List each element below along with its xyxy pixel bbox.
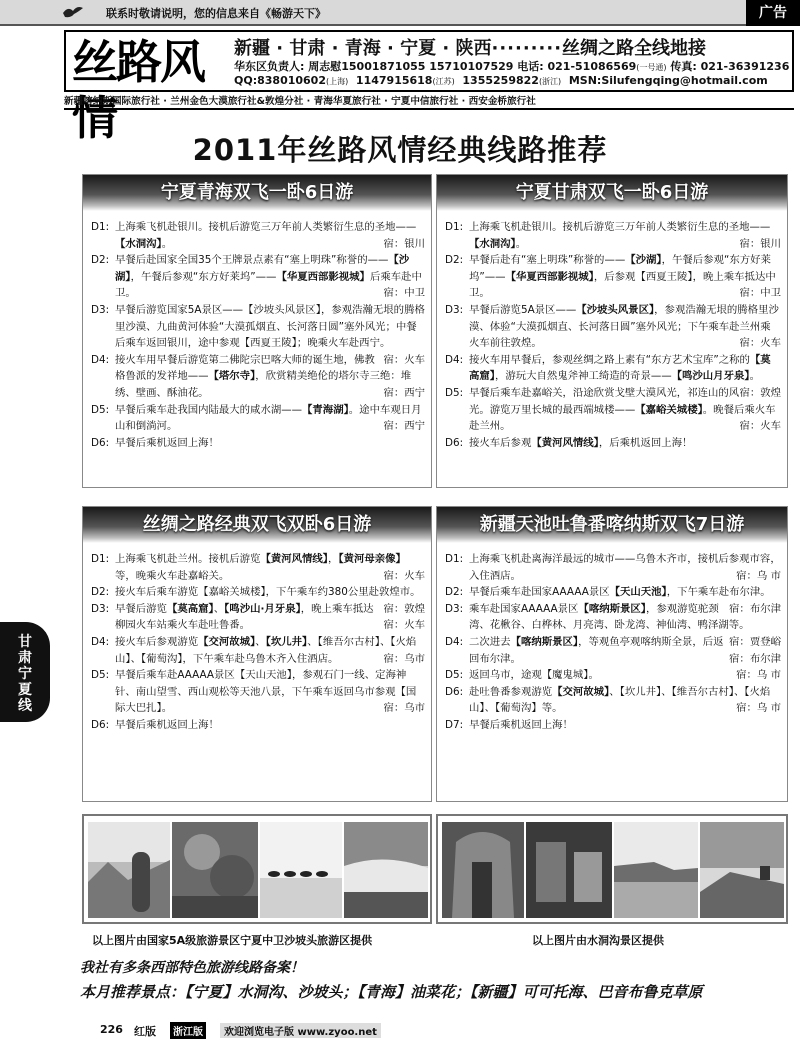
lodging: 宿：中卫 xyxy=(739,287,781,300)
photo-ancient-ruins xyxy=(526,822,612,918)
lodging: 宿：银川 xyxy=(383,237,425,250)
day-label: D6: xyxy=(91,718,110,731)
photo-camel-caravan xyxy=(260,822,342,918)
day-highlight: 【坎儿井】 xyxy=(265,635,308,648)
day-text: 接火车用早餐后游览第二佛陀宗巴喀大师的诞生地，佛教格鲁派的发祥地—— xyxy=(115,353,375,383)
day-text: ，游玩大自然鬼斧神工绮造的奇景—— xyxy=(494,370,672,383)
brand-logo: 丝路风情 xyxy=(72,35,204,145)
lodging: 宿：布尔津 xyxy=(729,652,781,665)
section-side-tab xyxy=(0,622,50,722)
day-highlight: 【沙湖】 xyxy=(625,254,662,267)
route-day xyxy=(91,219,425,252)
day-highlight: 【鸣沙山月牙泉】 xyxy=(671,370,750,383)
day-label: D4: xyxy=(91,635,110,648)
day-highlight: 【华夏西部影视城】 xyxy=(276,270,370,283)
lodging: 宿：乌 市 xyxy=(736,569,781,582)
qq-1: QQ:838010602 xyxy=(234,74,326,87)
route-panel-4 xyxy=(436,506,788,802)
day-text: 接火车后参观游览 xyxy=(115,635,199,648)
day-text: ，午餐后参观“东方好莱坞”—— xyxy=(469,254,771,283)
photo-strip-right xyxy=(436,814,788,924)
route-day xyxy=(91,634,425,667)
photo-strip-left xyxy=(82,814,432,924)
lodging: 宿：敦煌 xyxy=(739,386,781,399)
day-highlight: 【交河故城】 xyxy=(198,635,256,648)
lodging: 宿：贾登峪 xyxy=(729,635,781,648)
day-label: D2: xyxy=(91,586,110,599)
day-text: 赴吐鲁番参观游览 xyxy=(469,685,553,698)
qq-2-note: (江苏) xyxy=(432,77,455,86)
day-text: 、【维吾尔古村】、【火焰山】、【葡萄沟】，下午乘车赴乌鲁木齐入住酒店。 xyxy=(115,635,417,665)
route-day xyxy=(445,634,781,667)
caption-left: 以上图片由国家5A级旅游景区宁夏中卫沙坡头旅游区提供 xyxy=(92,934,373,947)
day-text: 等，晚乘火车赴嘉峪关。 xyxy=(115,569,230,582)
route-day xyxy=(445,667,781,684)
day-label: D1: xyxy=(445,553,464,565)
route-day xyxy=(91,252,425,302)
day-text: 。晚餐后乘火车赴兰州。 xyxy=(469,403,776,433)
day-text: 。 xyxy=(515,237,527,250)
lodging: 宿：敦煌 xyxy=(383,602,425,615)
route-days xyxy=(91,219,425,451)
photo-mesa-landscape xyxy=(614,822,698,918)
day-label: D1: xyxy=(91,221,110,233)
day-label: D6: xyxy=(445,685,464,698)
tel-note: (一号通) xyxy=(636,63,667,72)
qq-3: 1355259822 xyxy=(462,74,539,87)
qq-1-note: (上海) xyxy=(326,77,349,86)
lodging: 宿：西宁 xyxy=(383,386,425,399)
header-im xyxy=(234,74,768,87)
day-text: 早餐后乘机返回上海！ xyxy=(115,718,219,731)
day-text: 返回乌市，途观【魔鬼城】。 xyxy=(469,669,599,682)
promo-headline: 我社有多条西部特色旅游线路备案！ xyxy=(80,960,304,976)
day-label: D5: xyxy=(445,669,464,682)
side-tab-char: 夏 xyxy=(18,682,32,698)
lodging: 宿：乌 市 xyxy=(736,669,781,682)
route-day xyxy=(91,551,425,584)
website-link[interactable]: 欢迎浏览电子版 www.zyoo.net xyxy=(220,1023,381,1038)
region-label: 浙江版 xyxy=(170,1022,206,1039)
day-label: D1: xyxy=(445,221,464,233)
day-highlight: 【华夏西部影视城】 xyxy=(505,270,594,283)
day-label: D5: xyxy=(91,403,110,416)
page-number: 226 xyxy=(100,1023,123,1036)
day-highlight: 【青海湖】 xyxy=(302,403,349,416)
day-text: ，参观浩瀚无垠的腾格里沙漠、体验“大漠孤烟直、长河落日圆”塞外风光；下午乘车赴兰州乘火车前往敦煌。 xyxy=(469,303,779,350)
day-highlight: 【黄河母亲像】 xyxy=(338,553,406,565)
top-strip xyxy=(0,0,800,26)
lodging: 宿：火车 xyxy=(739,420,781,433)
day-text: 早餐后乘车赴国家AAAAA景区 xyxy=(469,586,610,599)
route-day xyxy=(445,219,781,252)
day-label: D3: xyxy=(91,303,110,316)
route-panel-1 xyxy=(82,174,432,488)
route-day xyxy=(445,551,781,584)
day-text: 早餐后游览 xyxy=(115,602,167,615)
day-label: D2: xyxy=(91,254,110,267)
day-label: D5: xyxy=(445,386,464,399)
day-highlight: 【莫高窟】 xyxy=(469,353,771,383)
day-text: 早餐后赴有“塞上明珠”称誉的—— xyxy=(469,254,626,267)
day-label: D3: xyxy=(445,602,464,615)
route-day xyxy=(91,667,425,717)
side-tab-char: 线 xyxy=(18,698,32,714)
day-text: 上海乘飞机赴离海洋最远的城市——乌鲁木齐市，接机后参观市容，入住酒店。 xyxy=(469,553,781,582)
day-text: ， xyxy=(328,553,339,565)
lodging: 宿：中卫 xyxy=(383,287,425,300)
day-text: 早餐后赴国家全国35个王牌景点素有“塞上明珠”称誉的—— xyxy=(115,254,389,267)
side-tab-char: 甘 xyxy=(18,634,32,650)
side-tab-char: 宁 xyxy=(18,666,32,682)
photo-rock-carving xyxy=(172,822,258,918)
route-day xyxy=(445,435,781,452)
day-text: 早餐后乘机返回上海！ xyxy=(115,436,219,449)
route-day xyxy=(91,601,425,634)
lodging: 宿：布尔津 xyxy=(729,602,781,615)
day-highlight: 【喀纳斯景区】 xyxy=(578,602,646,615)
lodging: 宿：乌市 xyxy=(383,702,425,715)
route-day xyxy=(445,252,781,302)
day-text: 、【坎儿井】、【维吾尔古村】、【火焰山】、【葡萄沟】等。 xyxy=(469,685,771,715)
day-label: D2: xyxy=(445,254,464,267)
header-dots: ········· xyxy=(491,38,563,59)
day-text: 早餐后乘车赴AAAAA景区【天山天池】，参观石门一线、定海神针、南山望雪、西山观松等天池八景，下午乘车返回乌市参观【国际大巴扎】。 xyxy=(115,669,417,715)
route-title: 新疆天池吐鲁番喀纳斯双飞7日游 xyxy=(437,507,787,543)
day-label: D4: xyxy=(91,353,110,366)
route-day xyxy=(445,684,781,717)
route-day xyxy=(91,435,425,452)
photo-buddha-statue xyxy=(88,822,170,918)
day-text: 、 xyxy=(213,602,225,615)
edition-label: 红版 xyxy=(134,1025,156,1038)
lodging: 宿：乌市 xyxy=(383,652,425,665)
qq-3-note: (浙江) xyxy=(538,77,562,86)
route-days xyxy=(445,219,781,451)
day-highlight: 【黄河风情线】 xyxy=(531,436,599,449)
day-highlight: 【天山天池】 xyxy=(609,586,667,599)
photo-great-wall xyxy=(700,822,784,918)
day-text: 上海乘飞机赴银川。接机后游览三万年前人类繁衍生息的圣地—— xyxy=(115,221,417,233)
lodging: 宿：西宁 xyxy=(383,420,425,433)
route-panel-2 xyxy=(436,174,788,488)
route-days xyxy=(445,551,781,734)
header-regions: 新疆 · 甘肃 · 青海 · 宁夏 · 陕西 xyxy=(234,38,492,59)
day-text: 乘车赴国家AAAAA景区 xyxy=(469,602,579,615)
day-text: 。 xyxy=(161,237,173,250)
day-highlight: 【喀纳斯景区】 xyxy=(510,635,579,648)
promo-recommendations: 本月推荐景点：【宁夏】水洞沟、沙坡头；【青海】油菜花；【新疆】可可托海、巴音布鲁克草原 xyxy=(80,983,703,1001)
qq-2: 1147915618 xyxy=(355,74,433,87)
route-day xyxy=(91,402,425,435)
day-highlight: 【莫高窟】 xyxy=(166,602,214,615)
day-highlight: 【嘉峪关城楼】 xyxy=(635,403,703,416)
msn-address: MSN:Silufengqing@hotmail.com xyxy=(568,74,768,87)
header-contacts xyxy=(234,58,789,74)
day-label: D6: xyxy=(91,436,110,449)
contact-line: 华东区负责人: 周志慰15001871055 15710107529 电话: 021-51086569 xyxy=(234,60,637,73)
route-title: 宁夏甘肃双飞一卧6日游 xyxy=(437,175,787,211)
day-text: ，等观鱼亭观喀纳斯全景，后返回布尔津。 xyxy=(469,635,724,665)
day-text: 接火车后乘车游览【嘉峪关城楼】，下午乘车约380公里赴敦煌市。 xyxy=(115,586,421,599)
route-day xyxy=(91,717,425,734)
day-text: 上海乘飞机赴兰州。接机后游览 xyxy=(115,553,261,565)
contact-note: 联系时敬请说明，您的信息来自《畅游天下》 xyxy=(106,7,326,20)
day-text: 、 xyxy=(255,635,266,648)
photo-cave-interior xyxy=(442,822,524,918)
ad-tag: 广告 xyxy=(746,0,800,26)
day-label: D3: xyxy=(91,602,110,615)
day-label: D4: xyxy=(445,353,464,366)
lodging: 宿：火车 xyxy=(739,337,781,350)
day-text: ，后参观【西夏王陵】，晚上乘车抵达中卫。 xyxy=(469,270,776,300)
day-text: 早餐后游览国家5A景区——【沙坡头风景区】，参观浩瀚无垠的腾格里沙漠、九曲黄河体验“大漠孤烟直、长河落日圆”塞外风光；中餐后乘车返回银川，途中参观【西夏王陵】；晚乘火车赴西宁。 xyxy=(115,303,425,350)
day-highlight: 【黄河风情线】 xyxy=(260,553,329,565)
day-text: 早餐后乘车赴嘉峪关，沿途欣赏戈壁大漠风光，祁连山的风光。游览万里长城的最西端城楼—— xyxy=(469,386,740,416)
day-text: 早餐后乘机返回上海！ xyxy=(469,718,573,731)
day-text: 早餐后乘车赴我国内陆最大的咸水湖—— xyxy=(115,403,303,416)
day-highlight: 【沙坡头风景区】 xyxy=(576,303,655,316)
day-text: 上海乘飞机赴银川。接机后游览三万年前人类繁衍生息的圣地—— xyxy=(469,221,771,233)
route-panel-3 xyxy=(82,506,432,802)
route-days xyxy=(91,551,425,734)
day-text: ，欣赏精美绝伦的塔尔寺三绝：堆绣、壁画、酥油花。 xyxy=(115,370,412,399)
header-tail: 丝绸之路全线地接 xyxy=(562,38,707,59)
lodging: 宿：火车 xyxy=(383,353,425,366)
lodging: 宿：火车 xyxy=(383,569,425,582)
day-label: D3: xyxy=(445,303,464,316)
photo-desert-lake xyxy=(344,822,428,918)
day-text: ，晚上乘车抵达柳园火车站乘火车赴吐鲁番。 xyxy=(115,602,374,632)
fax-number: 传真: 021-36391236 xyxy=(670,60,790,73)
day-text: ，参观游览驼颈湾、花楸谷、白桦林、月亮湾、卧龙湾、神仙湾、鸭泽湖等。 xyxy=(469,602,750,632)
side-tab-char: 肃 xyxy=(18,650,32,666)
day-highlight: 【塔尔寺】 xyxy=(208,370,256,383)
lodging: 宿：火车 xyxy=(383,619,425,632)
page-title: 2011年丝路风情经典线路推荐 xyxy=(192,133,608,167)
bird-logo-icon xyxy=(62,4,84,20)
route-day xyxy=(91,352,425,402)
caption-right: 以上图片由水洞沟景区提供 xyxy=(532,934,664,947)
day-label: D4: xyxy=(445,635,464,648)
day-highlight: 【水洞沟】 xyxy=(469,237,516,250)
day-text: 早餐后游览5A景区—— xyxy=(469,303,577,316)
route-title: 宁夏青海双飞一卧6日游 xyxy=(83,175,431,211)
day-text: ，午餐后参观“东方好莱坞”—— xyxy=(130,270,277,283)
lodging: 宿：乌 市 xyxy=(736,702,781,715)
route-title: 丝绸之路经典双飞双卧6日游 xyxy=(83,507,431,543)
day-text: ，下午乘车赴布尔津。 xyxy=(666,586,771,599)
route-day xyxy=(445,385,781,435)
day-label: D1: xyxy=(91,553,110,565)
day-text: 接火车用早餐后，参观丝绸之路上素有“东方艺术宝库”之称的 xyxy=(469,353,750,366)
day-text: ，后乘机返回上海！ xyxy=(598,436,693,449)
day-label: D7: xyxy=(445,718,464,731)
day-label: D2: xyxy=(445,586,464,599)
route-day xyxy=(445,717,781,734)
day-text: 接火车后参观 xyxy=(469,436,532,449)
agency-list: 新疆喀纳斯国际旅行社 · 兰州金色大漠旅行社&敦煌分社 · 青海华夏旅行社 · 宁夏中信旅行社 · 西安金桥旅行社 xyxy=(64,94,794,110)
day-highlight: 【鸣沙山·月牙泉】 xyxy=(224,602,301,615)
lodging: 宿：银川 xyxy=(739,237,781,250)
day-highlight: 【交河故城】 xyxy=(552,685,610,698)
day-text: 二次进去 xyxy=(469,635,511,648)
day-label: D5: xyxy=(91,669,110,682)
route-day xyxy=(445,302,781,352)
day-text: 。 xyxy=(749,370,760,383)
day-text: 。途中车观日月山和倒淌河。 xyxy=(115,403,422,433)
day-highlight: 【水洞沟】 xyxy=(115,237,162,250)
day-text: 后乘车赴中卫。 xyxy=(115,270,422,300)
header-title xyxy=(234,34,706,60)
day-label: D6: xyxy=(445,436,464,449)
page-footer xyxy=(0,1020,800,1040)
day-highlight: 【沙湖】 xyxy=(115,254,410,283)
